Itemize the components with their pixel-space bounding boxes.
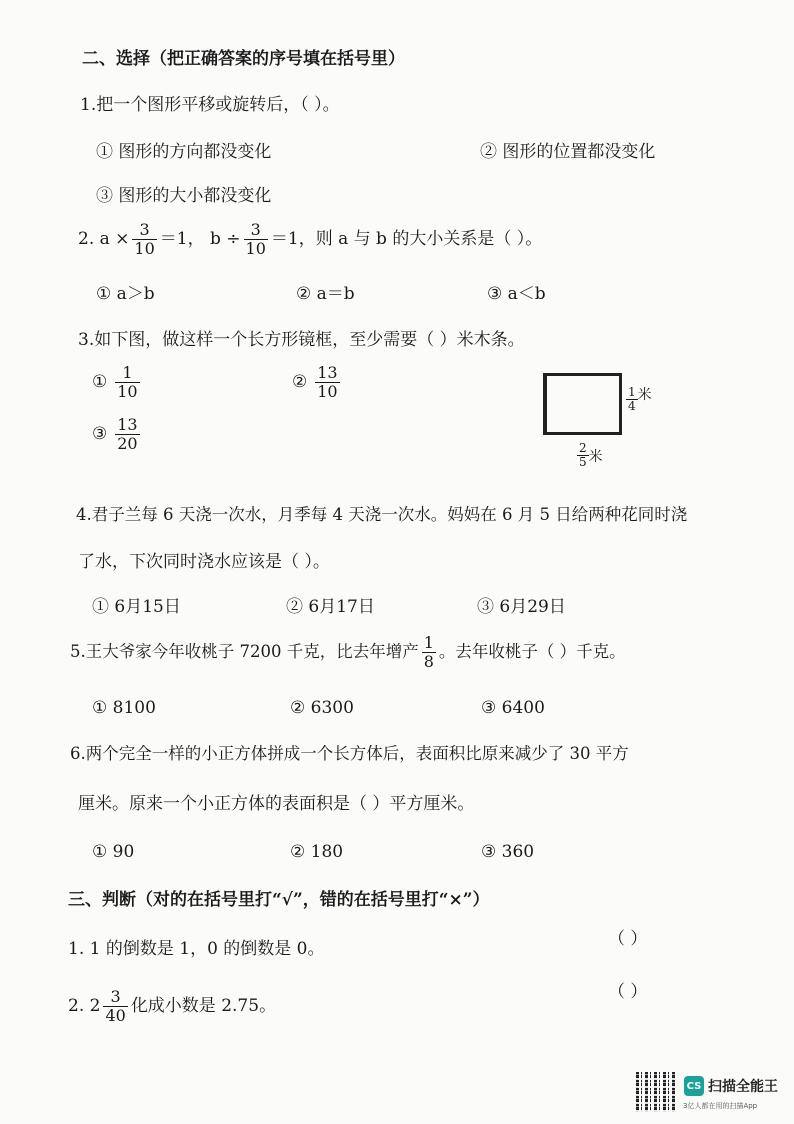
question-1-option-3: ③ 图形的大小都没变化 [96, 186, 272, 206]
question-6-stem-line-1: 6.两个完全一样的小正方体拼成一个长方体后，表面积比原来减少了 30 平方 [70, 744, 629, 763]
question-2-fraction-1 [132, 221, 156, 258]
question-2-option-3: ③ a＜b [487, 284, 546, 304]
section-3-title: 三、判断（对的在括号里打“√”，错的在括号里打“×”） [68, 890, 490, 910]
option-marker: ② [292, 372, 308, 392]
question-1-option-2: ② 图形的位置都没变化 [480, 142, 656, 162]
question-4-option-1: ① 6月15日 [92, 597, 181, 617]
side-unit: 米 [637, 386, 652, 403]
question-2-stem-part-b: ＝1， b ÷ [159, 229, 241, 249]
question-4-stem-line-1: 4.君子兰每 6 天浇一次水，月季每 4 天浇一次水。妈妈在 6 月 5 日给两种花同时浇 [76, 505, 688, 524]
fraction-numerator: 1 [122, 362, 133, 382]
fraction-numerator: 1 [628, 385, 636, 399]
judgement-1-text: 1. 1 的倒数是 1，0 的倒数是 0。 [68, 939, 325, 959]
option-marker: ③ [92, 424, 108, 444]
question-2-stem-part-c: ＝1，则 a 与 b 的大小关系是（ ）。 [270, 229, 543, 249]
question-2-option-1: ① a＞b [96, 284, 155, 304]
option-fraction [115, 416, 139, 453]
fraction-numerator: 1 [423, 632, 434, 652]
option-fraction [115, 364, 139, 401]
question-6-option-3: ③ 360 [481, 842, 535, 862]
question-5-option-2: ② 6300 [290, 698, 354, 718]
rectangle-frame-figure [543, 373, 622, 435]
fraction-denominator: 5 [579, 455, 587, 469]
question-6-option-1: ① 90 [92, 842, 135, 862]
judgement-1-answer-paren: （ ） [608, 929, 648, 949]
fraction-numerator: 13 [317, 362, 338, 382]
fraction-denominator: 10 [117, 381, 138, 401]
camscanner-logo-icon: CS [684, 1076, 704, 1096]
section-2-title: 二、选择（把正确答案的序号填在括号里） [82, 49, 405, 69]
question-5-option-1: ① 8100 [92, 698, 156, 718]
option-marker: ① [92, 372, 108, 392]
fraction-denominator: 40 [105, 1005, 126, 1025]
fraction-numerator: 3 [250, 219, 261, 239]
judgement-2-text [68, 984, 276, 1028]
question-3-option-3 [92, 412, 143, 456]
fraction-denominator: 10 [134, 238, 155, 258]
question-2-option-2: ② a＝b [296, 284, 355, 304]
option-fraction [315, 364, 339, 401]
fraction-numerator: 3 [110, 986, 121, 1006]
fraction-numerator: 2 [579, 441, 587, 455]
question-3-option-2 [292, 360, 343, 404]
question-1-option-1: ① 图形的方向都没变化 [96, 142, 272, 162]
judgement-2-prefix: 2. 2 [68, 996, 101, 1016]
bottom-fraction [577, 442, 589, 469]
scanner-app-tagline: 3亿人都在用的扫描App [683, 1102, 758, 1110]
question-1-stem: 1.把一个图形平移或旋转后，（ ）。 [80, 95, 340, 115]
scanner-app-name: 扫描全能王 [708, 1079, 778, 1095]
question-5-stem [70, 630, 626, 674]
qr-code-icon [636, 1072, 676, 1112]
question-6-stem-line-2: 厘米。原来一个小正方体的表面积是（ ）平方厘米。 [78, 794, 475, 814]
figure-side-label [626, 386, 652, 413]
question-2-stem-part-a: 2. a × [78, 229, 130, 249]
question-4-option-2: ② 6月17日 [286, 597, 375, 617]
question-3-option-1 [92, 360, 143, 404]
question-5-option-3: ③ 6400 [481, 698, 545, 718]
fraction-numerator: 13 [117, 414, 138, 434]
question-6-option-2: ② 180 [290, 842, 344, 862]
figure-bottom-label [577, 442, 603, 469]
side-fraction [626, 386, 638, 413]
judgement-2-answer-paren: （ ） [608, 982, 648, 1002]
fraction-denominator: 10 [245, 238, 266, 258]
bottom-unit: 米 [588, 448, 603, 465]
question-5-fraction [422, 634, 436, 671]
fraction-denominator: 8 [423, 651, 434, 671]
fraction-denominator: 20 [117, 433, 138, 453]
question-2-fraction-2 [244, 221, 268, 258]
judgement-2-fraction [103, 988, 127, 1025]
question-2-stem [78, 217, 542, 261]
fraction-numerator: 3 [139, 219, 150, 239]
fraction-denominator: 10 [317, 381, 338, 401]
question-4-stem-line-2: 了水，下次同时浇水应该是（ ）。 [78, 552, 330, 572]
fraction-denominator: 4 [628, 399, 636, 413]
question-5-stem-part-b: 。去年收桃子（ ）千克。 [438, 642, 626, 661]
judgement-2-suffix: 化成小数是 2.75。 [130, 996, 277, 1016]
question-4-option-3: ③ 6月29日 [477, 597, 566, 617]
question-5-stem-part-a: 5.王大爷家今年收桃子 7200 千克，比去年增产 [70, 642, 419, 661]
question-3-stem: 3.如下图，做这样一个长方形镜框，至少需要（ ）米木条。 [78, 330, 525, 350]
